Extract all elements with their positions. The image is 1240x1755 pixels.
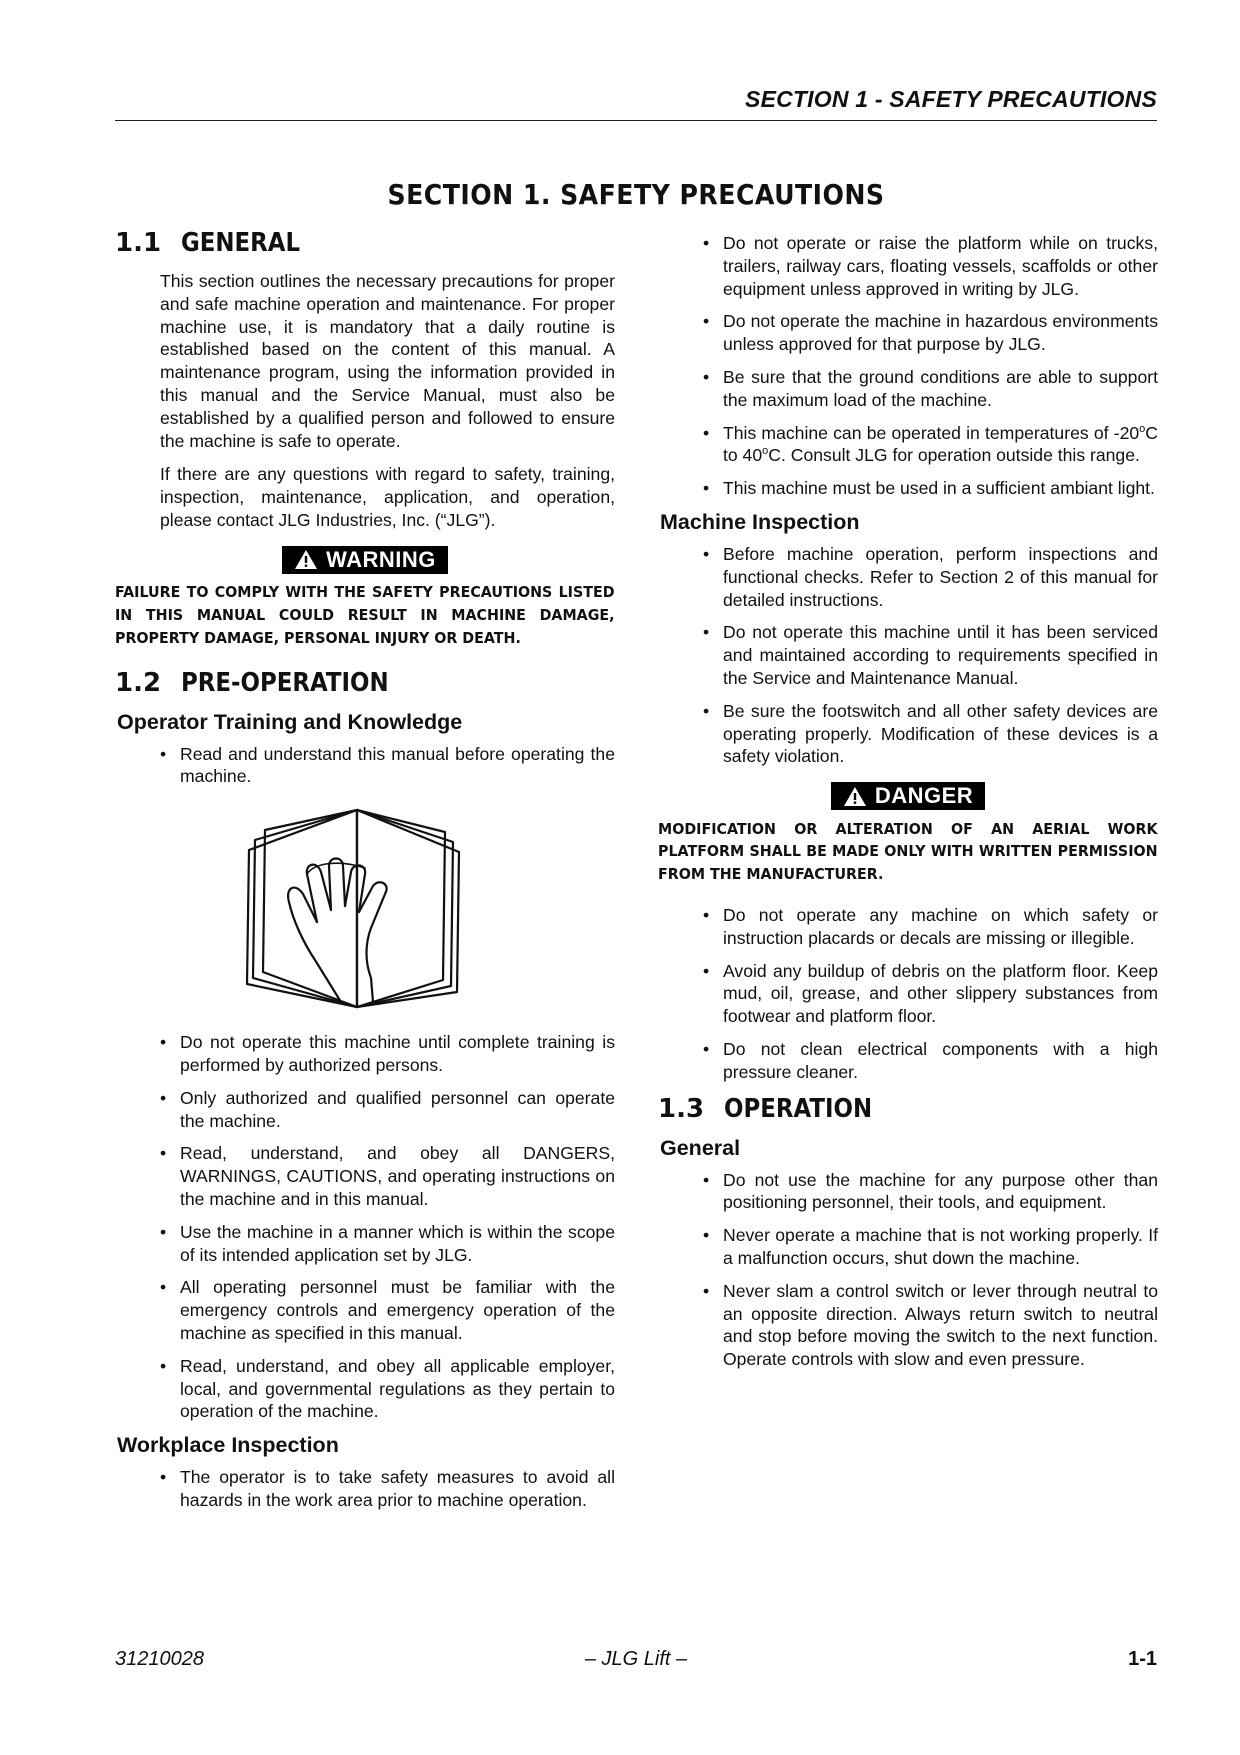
heading-1-2 (115, 668, 615, 698)
subheading-general: General (660, 1135, 741, 1160)
list-item: • Do not operate this machine until complete training is performed by authorized persons. (115, 1031, 615, 1077)
warning-triangle-icon (843, 786, 867, 807)
warning-badge (282, 546, 448, 574)
list-item: • This machine must be used in a sufficient ambiant light. (658, 477, 1158, 500)
running-header: SECTION 1 - SAFETY PRECAUTIONS (745, 86, 1157, 112)
list-item: • All operating personnel must be familiar with the emergency controls and emergency operation of the machine as specified in this manual. (115, 1276, 615, 1344)
subheading-machine-inspection: Machine Inspection (660, 509, 860, 534)
heading-text: PRE-OPERATION (181, 667, 389, 698)
warning-badge-wrap (115, 546, 615, 576)
heading-text: OPERATION (724, 1093, 873, 1124)
heading-1-3 (658, 1094, 1158, 1124)
footer-doc-number: 31210028 (115, 1648, 204, 1670)
danger-badge (831, 782, 985, 810)
warning-text: FAILURE TO COMPLY WITH THE SAFETY PRECAUTIONS LISTED IN THIS MANUAL COULD RESULT IN MACHINE DAMAGE, PROPERTY DAMAGE, PERSONAL INJURY OR DEATH. (115, 583, 615, 647)
manual-illustration (115, 802, 615, 1017)
list-item: • Do not operate the machine in hazardous environments unless approved for that purpose by JLG. (658, 310, 1158, 356)
training-list (115, 1031, 615, 1423)
open-manual-hand-icon (245, 802, 475, 1012)
section-title: SECTION 1. SAFETY PRECAUTIONS (387, 178, 885, 211)
list-item: • Be sure the footswitch and all other safety devices are operating properly. Modification of these devices is a safety violation. (658, 700, 1158, 768)
inspection-list (658, 543, 1158, 768)
after-danger-list (658, 904, 1158, 1084)
list-item: • Do not clean electrical components with a high pressure cleaner. (658, 1038, 1158, 1084)
degree-sup: o (1139, 422, 1146, 435)
heading-number: 1.3 (658, 1093, 705, 1124)
list-item: • Never slam a control switch or lever through neutral to an opposite direction. Always return switch to neutral and stop before moving the switch to the next function. Operate controls with slow and even pressure. (658, 1280, 1158, 1371)
workplace-continued-list (658, 232, 1158, 500)
warning-triangle-icon (294, 549, 318, 570)
training-first-list (115, 743, 615, 789)
subheading-workplace-inspection: Workplace Inspection (117, 1433, 339, 1458)
list-item: • Read and understand this manual before operating the machine. (115, 743, 615, 789)
operation-list (658, 1169, 1158, 1371)
danger-badge-wrap (658, 782, 1158, 812)
list-item: • Before machine operation, perform inspections and functional checks. Refer to Section 2 of this manual for detailed instructions. (658, 543, 1158, 611)
general-paragraph-2: If there are any questions with regard to safety, training, inspection, maintenance, application, and operation, please contact JLG Industries, Inc. (“JLG”). (160, 464, 615, 530)
temperature-item (658, 422, 1158, 468)
list-item: • The operator is to take safety measures to avoid all hazards in the work area prior to machine operation. (115, 1466, 615, 1512)
list-item: • Do not operate any machine on which safety or instruction placards or decals are missing or illegible. (658, 904, 1158, 950)
right-column (658, 232, 1158, 1381)
general-paragraph-1: This section outlines the necessary precautions for proper and safe machine operation and maintenance. For proper machine use, it is mandatory that a daily routine is established based on the content of this manual. A maintenance program, using the information provided in this manual and the Service Manual, must also be established by a qualified person and followed to ensure the machine is safe to operate. (160, 271, 615, 451)
header-rule (115, 120, 1157, 121)
list-item: • Avoid any buildup of debris on the platform floor. Keep mud, oil, grease, and other slippery substances from footwear and platform floor. (658, 960, 1158, 1028)
list-item: • Use the machine in a manner which is within the scope of its intended application set by JLG. (115, 1221, 615, 1267)
list-item: • Do not use the machine for any purpose other than positioning personnel, their tools, and equipment. (658, 1169, 1158, 1215)
subheading-operator-training: Operator Training and Knowledge (117, 709, 463, 734)
degree-sup: o (762, 445, 769, 458)
danger-label: DANGER (874, 783, 974, 809)
heading-1-1 (115, 228, 615, 258)
temp-text-mid: C to 40 (723, 422, 1158, 466)
list-item: • Be sure that the ground conditions are able to support the maximum load of the machine. (658, 366, 1158, 412)
list-item: • Do not operate or raise the platform while on trucks, trailers, railway cars, floating vessels, scaffolds or other equipment unless approved in writing by JLG. (658, 232, 1158, 300)
temp-text-pre: This machine can be operated in temperatures of -20 (723, 422, 1140, 443)
list-item: • Do not operate this machine until it has been serviced and maintained according to requirements specified in the Service and Maintenance Manual. (658, 621, 1158, 689)
list-item: • Never operate a machine that is not working properly. If a malfunction occurs, shut down the machine. (658, 1224, 1158, 1270)
running-footer (115, 1648, 1157, 1678)
danger-text: MODIFICATION OR ALTERATION OF AN AERIAL WORK PLATFORM SHALL BE MADE ONLY WITH WRITTEN PERMISSION FROM THE MANUFACTURER. (658, 819, 1158, 884)
list-item: • Only authorized and qualified personnel can operate the machine. (115, 1087, 615, 1133)
left-column (115, 228, 615, 1522)
temp-text-post: C. Consult JLG for operation outside this range. (768, 445, 1140, 466)
footer-page-number: 1-1 (1128, 1648, 1157, 1670)
warning-label: WARNING (326, 546, 436, 572)
heading-text: GENERAL (181, 228, 301, 258)
heading-number: 1.2 (115, 667, 162, 698)
list-item: • Read, understand, and obey all DANGERS, WARNINGS, CAUTIONS, and operating instructions on the machine and in this manual. (115, 1142, 615, 1210)
list-item: • Read, understand, and obey all applicable employer, local, and governmental regulations as they pertain to operation of the machine. (115, 1355, 615, 1423)
workplace-list (115, 1466, 615, 1512)
footer-center: – JLG Lift – (584, 1648, 688, 1670)
heading-number: 1.1 (115, 228, 162, 258)
